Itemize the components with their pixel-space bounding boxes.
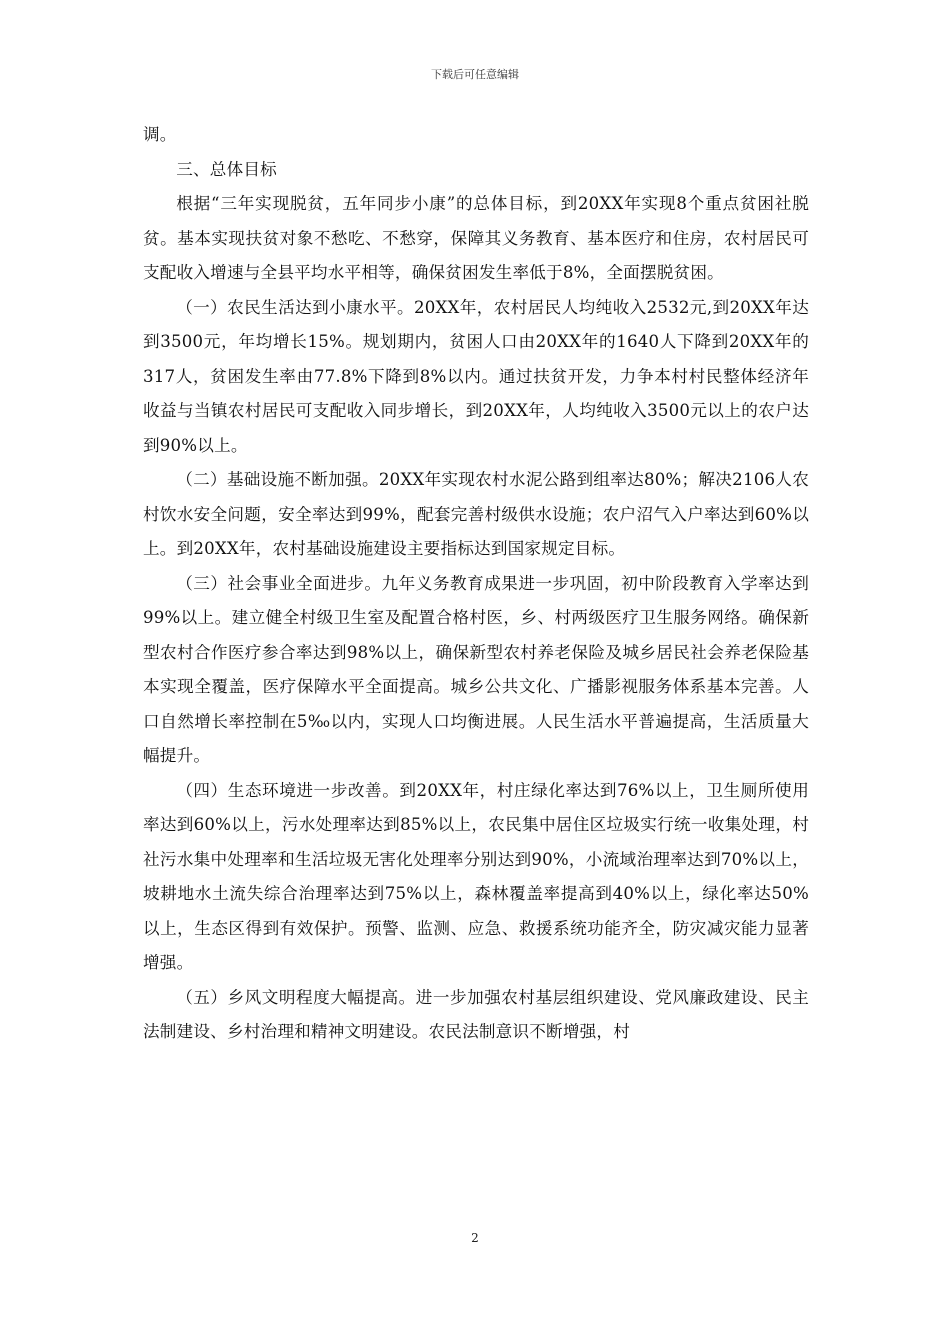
- paragraph-goal-1: （一）农民生活达到小康水平。20XX年，农村居民人均纯收入2532元,到20XX年达到3500元，年均增长15%。规划期内，贫困人口由20XX年的1640人下降到20XX年的317人，贫困发生率由77.8%下降到8%以内。通过扶贫开发，力争本村村民整体经济年收益与当镇农村居民可支配收入同步增长，到20XX年，人均纯收入3500元以上的农户达到90%以上。: [143, 297, 809, 455]
- paragraph-goal-4: （四）生态环境进一步改善。到20XX年，村庄绿化率达到76%以上，卫生厕所使用率达到60%以上，污水处理率达到85%以上，农民集中居住区垃圾实行统一收集处理，村社污水集中处理率和生活垃圾无害化处理率分别达到90%，小流域治理率达到70%以上，坡耕地水土流失综合治理率达到75%以上，森林覆盖率提高到40%以上，绿化率达50%以上，生态区得到有效保护。预警、监测、应急、救援系统功能齐全，防灾减灾能力显著增强。: [143, 780, 809, 972]
- paragraph-continuation: 调。: [143, 125, 177, 144]
- page-header: 下载后可任意编辑: [431, 68, 519, 81]
- paragraph-goal-5: （五）乡风文明程度大幅提高。进一步加强农村基层组织建设、党风廉政建设、民主法制建设、乡村治理和精神文明建设。农民法制意识不断增强，村: [143, 987, 809, 1041]
- section-heading: 三、总体目标: [176, 159, 277, 179]
- paragraph-overall-goal: 根据“三年实现脱贫，五年同步小康”的总体目标，到20XX年实现8个重点贫困社脱贫。基本实现扶贫对象不愁吃、不愁穿，保障其义务教育、基本医疗和住房，农村居民可支配收入增速与全县平均水平相等，确保贫困发生率低于8%，全面摆脱贫困。: [143, 194, 809, 282]
- page-number: 2: [471, 1231, 479, 1245]
- paragraph-goal-2: （二）基础设施不断加强。20XX年实现农村水泥公路到组率达80%；解决2106人农村饮水安全问题，安全率达到99%，配套完善村级供水设施；农户沼气入户率达到60%以上。到20XX年，农村基础设施建设主要指标达到国家规定目标。: [143, 470, 809, 558]
- paragraph-goal-3: （三）社会事业全面进步。九年义务教育成果进一步巩固，初中阶段教育入学率达到99%以上。建立健全村级卫生室及配置合格村医，乡、村两级医疗卫生服务网络。确保新型农村合作医疗参合率达到98%以上，确保新型农村养老保险及城乡居民社会养老保险基本实现全覆盖，医疗保障水平全面提高。城乡公共文化、广播影视服务体系基本完善。人口自然增长率控制在5‰以内，实现人口均衡进展。人民生活水平普遍提高，生活质量大幅提升。: [143, 573, 809, 765]
- document-body: [143, 118, 809, 1050]
